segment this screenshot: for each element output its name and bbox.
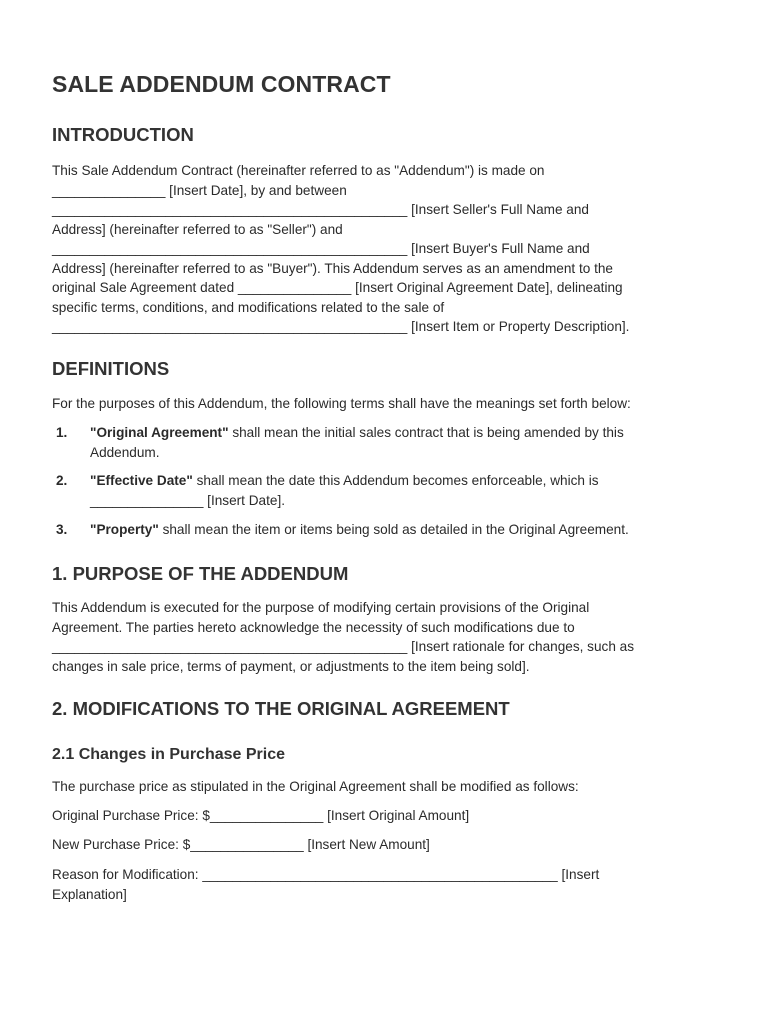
definition-number: 3. bbox=[56, 522, 68, 537]
purpose-line: changes in sale price, terms of payment, or adjustments to the item being sold]. bbox=[52, 658, 530, 674]
definition-text: shall mean the initial sales contract that is being amended by this bbox=[228, 425, 624, 440]
definition-term: "Effective Date" bbox=[90, 473, 193, 488]
original-price-text: Original Purchase Price: $_______________ [Insert Original Amount] bbox=[52, 808, 470, 823]
purpose-line: _______________________________________________ [Insert rationale for changes, such as bbox=[52, 639, 635, 654]
reason-for-modification bbox=[52, 865, 732, 904]
definitions-intro-text: For the purposes of this Addendum, the following terms shall have the meanings set forth below: bbox=[52, 396, 631, 411]
definition-number: 1. bbox=[56, 425, 68, 440]
definition-number: 2. bbox=[56, 473, 68, 488]
introduction-line: Address] (hereinafter referred to as "Buyer"). This Addendum serves as an amendment to the bbox=[52, 260, 613, 276]
definition-term: "Property" bbox=[90, 522, 159, 537]
new-price-text: New Purchase Price: $_______________ [Insert New Amount] bbox=[52, 837, 430, 852]
introduction-line: original Sale Agreement dated _______________ [Insert Original Agreement Date], delineating bbox=[52, 280, 623, 295]
modifications-heading: 2. MODIFICATIONS TO THE ORIGINAL AGREEMENT bbox=[52, 698, 510, 719]
introduction-line: specific terms, conditions, and modifications related to the sale of bbox=[52, 299, 445, 315]
purpose-paragraph bbox=[52, 598, 732, 676]
introduction-line: This Sale Addendum Contract (hereinafter referred to as "Addendum") is made on bbox=[52, 163, 545, 178]
definition-term: "Original Agreement" bbox=[90, 425, 229, 440]
purpose-line: This Addendum is executed for the purpose of modifying certain provisions of the Original bbox=[52, 600, 590, 615]
definition-text: shall mean the item or items being sold as detailed in the Original Agreement. bbox=[158, 522, 629, 537]
purpose-heading: 1. PURPOSE OF THE ADDENDUM bbox=[52, 563, 349, 584]
introduction-line: _______________________________________________ [Insert Seller's Full Name and bbox=[52, 202, 589, 217]
definition-text: Addendum. bbox=[90, 444, 160, 460]
document-title: SALE ADDENDUM CONTRACT bbox=[52, 71, 391, 97]
introduction-heading: INTRODUCTION bbox=[52, 124, 194, 145]
introduction-line: Address] (hereinafter referred to as "Seller") and bbox=[52, 221, 343, 237]
definitions-heading: DEFINITIONS bbox=[52, 358, 170, 379]
price-changes-subheading: 2.1 Changes in Purchase Price bbox=[52, 746, 285, 763]
purpose-line: Agreement. The parties hereto acknowledge the necessity of such modifications due to bbox=[52, 619, 575, 635]
definition-text: _______________ [Insert Date]. bbox=[90, 492, 285, 508]
price-intro-text: The purchase price as stipulated in the Original Agreement shall be modified as follows: bbox=[52, 779, 579, 794]
reason-line: Reason for Modification: _______________________________________________ [Insert bbox=[52, 867, 600, 882]
price-intro bbox=[52, 777, 732, 797]
definitions-intro bbox=[52, 394, 732, 414]
reason-line: Explanation] bbox=[52, 886, 127, 902]
original-price-line bbox=[52, 806, 732, 826]
introduction-line: _______________________________________________ [Insert Item or Property Description]. bbox=[52, 319, 630, 334]
introduction-paragraph bbox=[52, 161, 732, 337]
new-price-line bbox=[52, 835, 732, 855]
introduction-line: _______________________________________________ [Insert Buyer's Full Name and bbox=[52, 241, 590, 256]
introduction-line: _______________ [Insert Date], by and between bbox=[52, 182, 347, 198]
definition-text: shall mean the date this Addendum becomes enforceable, which is bbox=[192, 473, 599, 488]
